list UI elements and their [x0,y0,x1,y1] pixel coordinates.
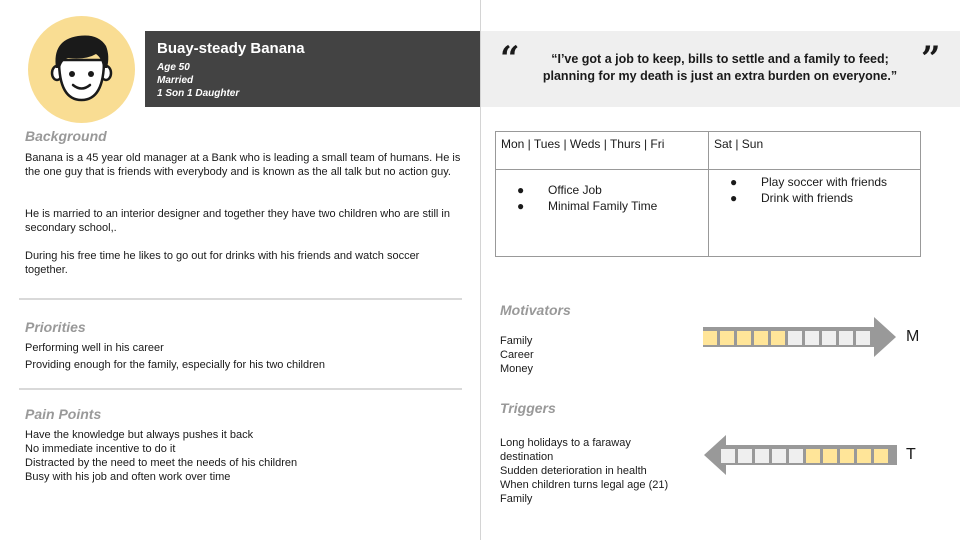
trigger-scale-empty-square [789,449,803,463]
persona-quote: “I’ve got a job to keep, bills to settle and a family to feed; planning for my death is just an extra burden on everyone.” [542,52,898,83]
weekend-header: Sat | Sun [714,137,764,151]
trigger-item: When children turns legal age (21) [500,479,669,491]
bullet-icon: ● [517,199,525,213]
weekday-activity-label: Minimal Family Time [548,199,658,213]
persona-marital-status: Married [157,75,194,86]
background-paragraph-1: Banana is a 45 year old manager at a Bank who is leading a small team of humans. He is the one guy that is friends with everybody and is known as the all talk but no action guy. [25,152,461,178]
motivation-scale-filled-square [720,331,734,345]
weekend-activity-label: Drink with friends [761,191,854,205]
motivator-item: Money [500,363,534,375]
bullet-icon: ● [730,191,738,205]
section-divider [19,298,462,300]
persona-name: Buay-steady Banana [157,40,305,57]
trigger-scale-filled-square [823,449,837,463]
weekday-activity-label: Office Job [548,183,602,197]
weekday-activity [517,198,658,214]
motivation-scale-empty-square [822,331,836,345]
trigger-item: destination [500,451,554,463]
pain-points-title: Pain Points [25,406,102,422]
trigger-item: Long holidays to a faraway [500,437,631,449]
motivation-scale-filled-square [771,331,785,345]
motivation-scale [703,328,883,346]
trigger-scale-empty-square [721,449,735,463]
pain-point-item: Distracted by the need to meet the needs of his children [25,457,298,469]
weekend-activity [730,190,854,206]
bullet-icon: ● [517,183,525,197]
trigger-item: Sudden deterioration in health [500,465,647,477]
open-quote-icon: “ [500,39,520,79]
weekend-activity [730,174,888,190]
weekday-header: Mon | Tues | Weds | Thurs | Fri [501,137,665,151]
trigger-scale-filled-square [857,449,871,463]
avatar [28,16,135,123]
schedule-row-divider [495,169,921,170]
bullet-icon: ● [730,175,738,189]
close-quote-icon: ” [921,39,941,79]
trigger-scale-filled-square [840,449,854,463]
trigger-scale-filled-square [806,449,820,463]
background-title: Background [25,128,107,144]
trigger-scale-label: T [906,446,916,463]
trigger-scale [721,446,896,464]
trigger-scale-empty-square [772,449,786,463]
pain-point-item: Busy with his job and often work over time [25,471,231,483]
motivation-scale-filled-square [703,331,717,345]
persona-children: 1 Son 1 Daughter [157,88,240,99]
motivation-scale-label: M [906,328,920,345]
trigger-scale-empty-square [755,449,769,463]
motivation-scale-empty-square [856,331,870,345]
man-face-icon [28,16,135,123]
motivator-item: Career [500,349,534,361]
motivation-scale-empty-square [788,331,802,345]
weekday-activity [517,182,602,198]
motivation-scale-filled-square [737,331,751,345]
weekend-activity-label: Play soccer with friends [761,175,888,189]
pain-point-item: No immediate incentive to do it [25,443,176,455]
pain-point-item: Have the knowledge but always pushes it back [25,429,254,441]
persona-age: Age 50 [157,62,190,73]
motivators-title: Motivators [500,302,571,318]
trigger-item: Family [500,493,533,505]
motivation-scale-empty-square [839,331,853,345]
trigger-scale-empty-square [738,449,752,463]
motivator-item: Family [500,335,533,347]
section-divider [19,388,462,390]
priority-item: Performing well in his career [25,342,164,354]
schedule-column-divider [708,131,709,257]
priority-item: Providing enough for the family, especially for his two children [25,359,326,371]
background-paragraph-2: He is married to an interior designer and together they have two children who are still in secondary school,. [25,208,450,234]
motivation-scale-empty-square [805,331,819,345]
trigger-scale-filled-square [874,449,888,463]
triggers-title: Triggers [500,400,556,416]
motivation-scale-filled-square [754,331,768,345]
priorities-title: Priorities [25,319,86,335]
background-paragraph-3: During his free time he likes to go out for drinks with his friends and watch soccer together. [25,250,420,276]
